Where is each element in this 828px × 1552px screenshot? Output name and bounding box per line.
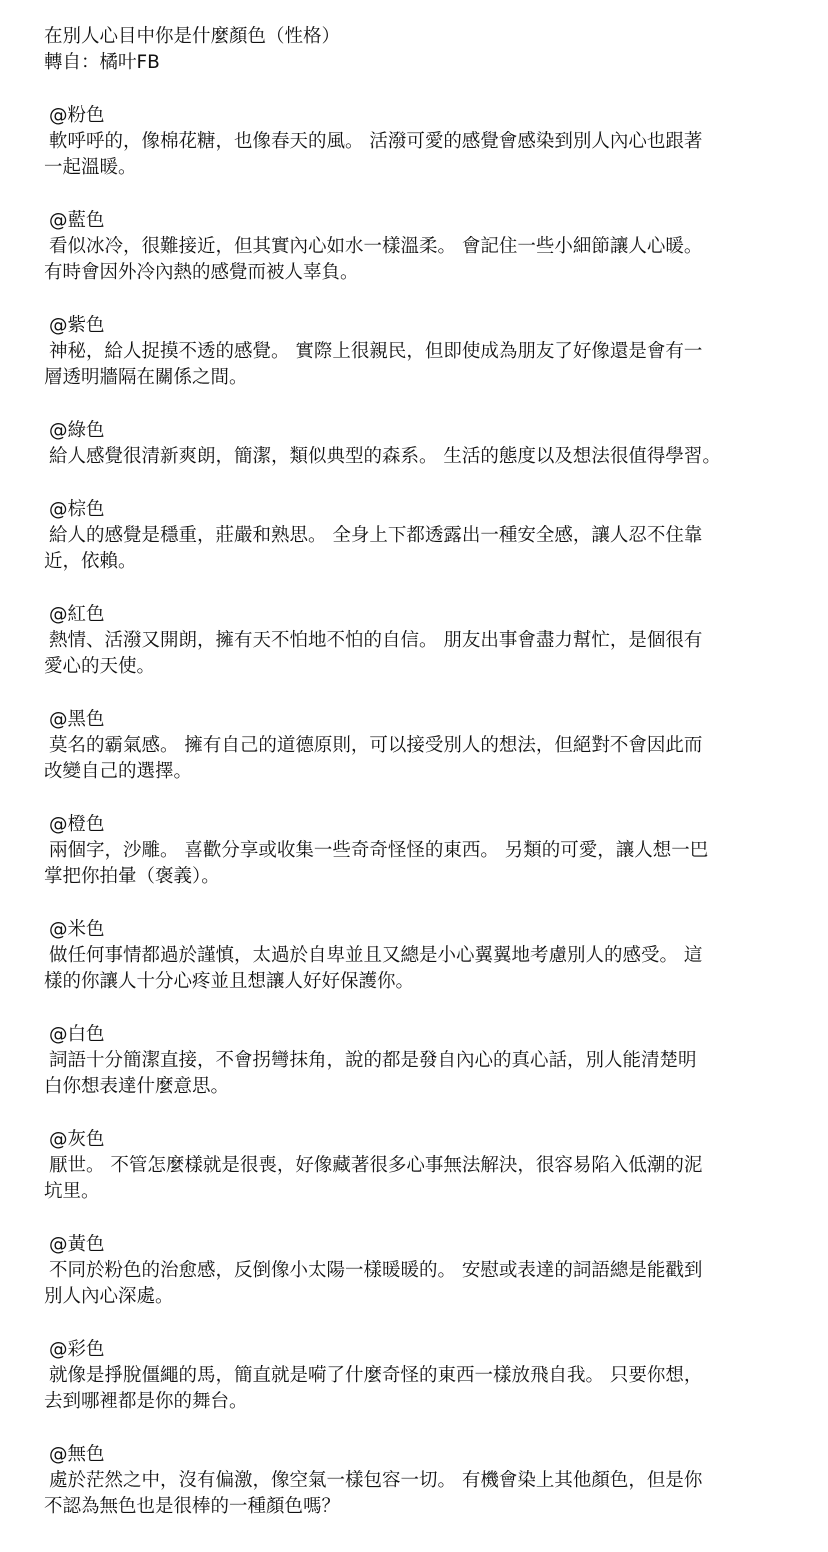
entry-description-line: 看似冰冷，很難接近，但其實內心如水一樣溫柔。 會記住一些小細節讓人心暖。	[49, 236, 703, 257]
color-entry	[44, 418, 784, 470]
entry-description	[44, 943, 784, 995]
entry-description-line: 不認為無色也是很棒的一種顏色嗎？	[44, 1496, 341, 1517]
entry-title: @無色	[49, 1444, 105, 1465]
entry-title: @橙色	[49, 814, 105, 835]
entry-title: @紫色	[49, 315, 105, 336]
color-entry	[44, 812, 784, 890]
color-entry	[44, 103, 784, 181]
color-entry	[44, 1442, 784, 1520]
entry-description	[44, 444, 784, 470]
entry-description-line: 白你想表達什麼意思。	[44, 1076, 230, 1097]
entry-description	[44, 1468, 784, 1520]
entry-description-line: 一起溫暖。	[44, 157, 137, 178]
entry-description-line: 莫名的霸氣感。 擁有自己的道德原則，可以接受別人的想法，但絕對不會因此而	[49, 735, 703, 756]
entry-title: @藍色	[49, 210, 105, 231]
entry-description-line: 層透明牆隔在關係之間。	[44, 367, 248, 388]
color-entry	[44, 1337, 784, 1415]
entry-description-line: 掌把你拍暈（褒義）。	[44, 866, 220, 887]
entry-description-line: 軟呼呼的，像棉花糖，也像春天的風。 活潑可愛的感覺會感染到別人內心也跟著	[49, 131, 703, 152]
entry-description-line: 厭世。 不管怎麼樣就是很喪，好像藏著很多心事無法解決，很容易陷入低潮的泥	[49, 1155, 703, 1176]
entry-title: @彩色	[49, 1339, 105, 1360]
entry-description-line: 樣的你讓人十分心疼並且想讓人好好保護你。	[44, 971, 415, 992]
source-credit: 轉自：橘叶FB	[44, 52, 160, 73]
color-entry	[44, 1022, 784, 1100]
entry-description-line: 就像是掙脫僵繩的馬，簡直就是嗬了什麼奇怪的東西一樣放飛自我。 只要你想，	[49, 1365, 703, 1386]
entry-description-line: 去到哪裡都是你的舞台。	[44, 1391, 248, 1412]
entry-title: @紅色	[49, 604, 105, 625]
entry-description-line: 兩個字，沙雕。 喜歡分享或收集一些奇奇怪怪的東西。 另類的可愛，讓人想一巴	[49, 840, 709, 861]
color-entry	[44, 917, 784, 995]
entry-title: @灰色	[49, 1129, 105, 1150]
entry-description-line: 改變自己的選擇。	[44, 761, 193, 782]
entry-description-line: 別人內心深處。	[44, 1286, 174, 1307]
entry-description-line: 給人感覺很清新爽朗，簡潔，類似典型的森系。 生活的態度以及想法很值得學習。	[49, 446, 721, 467]
entry-description	[44, 1048, 784, 1100]
page-title: 在別人心目中你是什麼顏色（性格）	[44, 26, 341, 47]
entry-description-line: 坑里。	[44, 1181, 100, 1202]
color-entry	[44, 1127, 784, 1205]
entry-title: @白色	[49, 1024, 105, 1045]
entry-description-line: 近，依賴。	[44, 551, 137, 572]
color-entry	[44, 707, 784, 785]
entry-description	[44, 523, 784, 575]
entry-description-line: 做任何事情都過於謹慎，太過於自卑並且又總是小心翼翼地考慮別人的感受。 這	[49, 945, 703, 966]
entry-description	[44, 733, 784, 785]
entry-description	[44, 129, 784, 181]
color-entry	[44, 497, 784, 575]
entry-title: @粉色	[49, 105, 105, 126]
entry-description-line: 詞語十分簡潔直接，不會拐彎抹角，說的都是發自內心的真心話，別人能清楚明	[49, 1050, 697, 1071]
entry-title: @棕色	[49, 499, 105, 520]
entry-description	[44, 1153, 784, 1205]
entry-description-line: 愛心的天使。	[44, 656, 156, 677]
document	[44, 24, 784, 1547]
entry-title: @黑色	[49, 709, 105, 730]
entry-description	[44, 1258, 784, 1310]
entry-description	[44, 838, 784, 890]
entry-description	[44, 234, 784, 286]
color-entry	[44, 1232, 784, 1310]
color-entry	[44, 208, 784, 286]
document-header	[44, 24, 784, 76]
color-entries-list	[44, 103, 784, 1520]
entry-description	[44, 339, 784, 391]
entry-description-line: 不同於粉色的治愈感，反倒像小太陽一樣暖暖的。 安慰或表達的詞語總是能戳到	[49, 1260, 703, 1281]
entry-description-line: 熱情、活潑又開朗，擁有天不怕地不怕的自信。 朋友出事會盡力幫忙，是個很有	[49, 630, 703, 651]
entry-description	[44, 628, 784, 680]
color-entry	[44, 313, 784, 391]
entry-description-line: 給人的感覺是穩重，莊嚴和熟思。 全身上下都透露出一種安全感，讓人忍不住靠	[49, 525, 703, 546]
entry-description-line: 有時會因外冷內熱的感覺而被人辜負。	[44, 262, 359, 283]
entry-title: @米色	[49, 919, 105, 940]
entry-title: @綠色	[49, 420, 105, 441]
entry-description-line: 神秘，給人捉摸不透的感覺。 實際上很親民，但即使成為朋友了好像還是會有一	[49, 341, 703, 362]
color-entry	[44, 602, 784, 680]
entry-description	[44, 1363, 784, 1415]
entry-title: @黃色	[49, 1234, 105, 1255]
entry-description-line: 處於茫然之中，沒有偏激，像空氣一樣包容一切。 有機會染上其他顏色，但是你	[49, 1470, 703, 1491]
